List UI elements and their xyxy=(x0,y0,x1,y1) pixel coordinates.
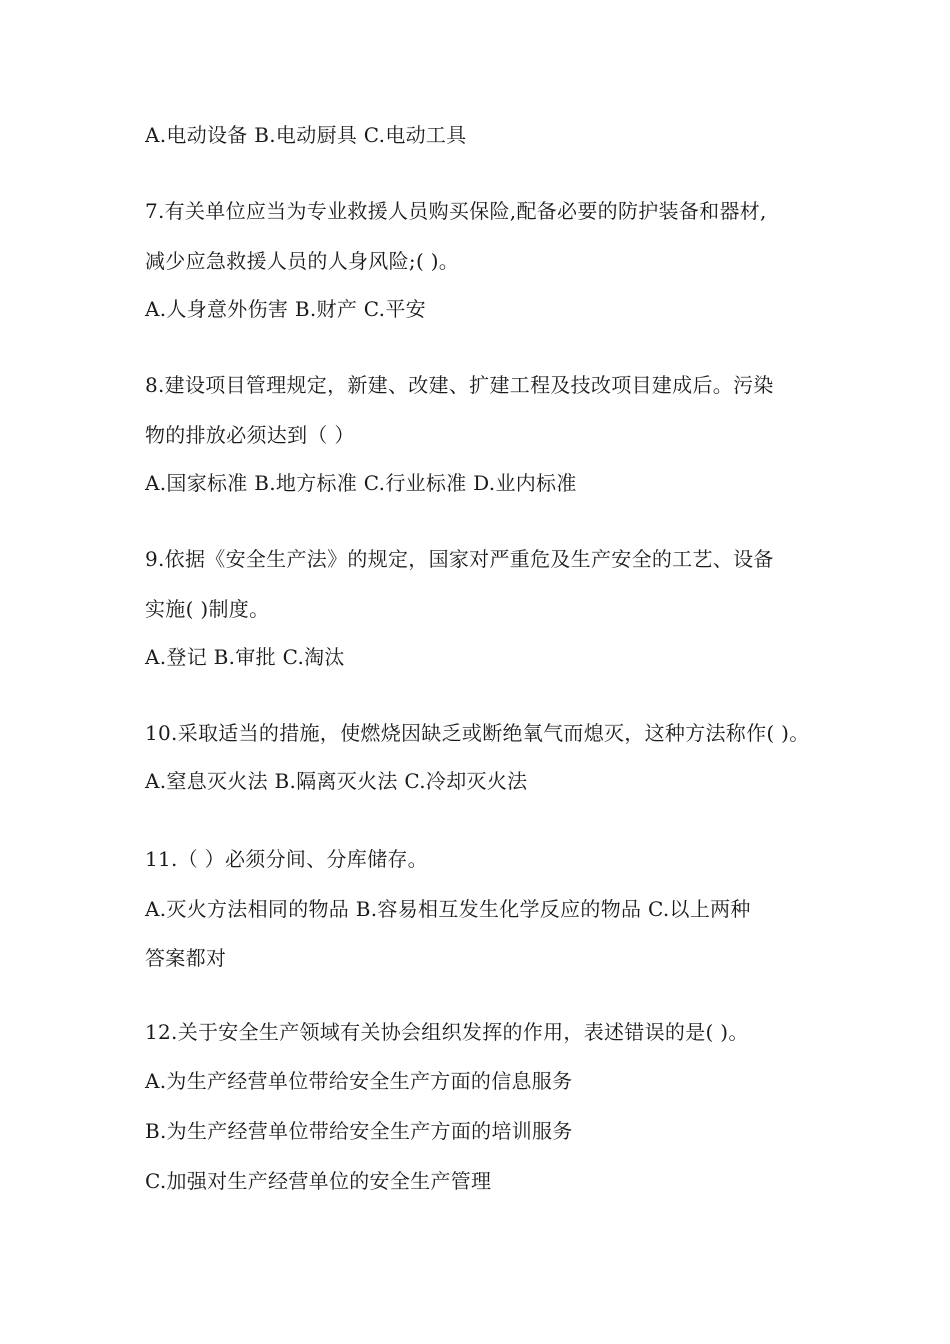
question-10-options: A.窒息灭火法 B.隔离灭火法 C.冷却灭火法 xyxy=(145,769,528,793)
question-11-options-line-1: A.灭火方法相同的物品 B.容易相互发生化学反应的物品 C.以上两种 xyxy=(145,897,751,921)
question-7-text-line-1: 7.有关单位应当为专业救援人员购买保险,配备必要的防护装备和器材, xyxy=(145,199,767,223)
question-12-option-b: B.为生产经营单位带给安全生产方面的培训服务 xyxy=(145,1119,573,1143)
question-12-text: 12.关于安全生产领域有关协会组织发挥的作用，表述错误的是( )。 xyxy=(145,1020,749,1044)
question-10-text: 10.采取适当的措施，使燃烧因缺乏或断绝氧气而熄灭，这种方法称作( )。 xyxy=(145,721,810,745)
question-12-option-c: C.加强对生产经营单位的安全生产管理 xyxy=(145,1169,492,1193)
question-9-text-line-2: 实施( )制度。 xyxy=(145,597,270,621)
question-11-options-line-2: 答案都对 xyxy=(145,946,227,970)
question-8-text-line-2: 物的排放必须达到（ ） xyxy=(145,423,355,447)
question-8-options: A.国家标准 B.地方标准 C.行业标准 D.业内标准 xyxy=(145,471,577,495)
question-9-options: A.登记 B.审批 C.淘汰 xyxy=(145,645,345,669)
question-9-text-line-1: 9.依据《安全生产法》的规定，国家对严重危及生产安全的工艺、设备 xyxy=(145,547,774,571)
question-12-option-a: A.为生产经营单位带给安全生产方面的信息服务 xyxy=(145,1069,573,1093)
question-7-options: A.人身意外伤害 B.财产 C.平安 xyxy=(145,297,426,321)
question-8-text-line-1: 8.建设项目管理规定，新建、改建、扩建工程及技改项目建成后。污染 xyxy=(145,373,774,397)
question-6-options: A.电动设备 B.电动厨具 C.电动工具 xyxy=(145,123,467,147)
question-11-text: 11.（ ）必须分间、分库储存。 xyxy=(145,847,428,871)
question-7-text-line-2: 减少应急救援人员的人身风险;( )。 xyxy=(145,249,460,273)
